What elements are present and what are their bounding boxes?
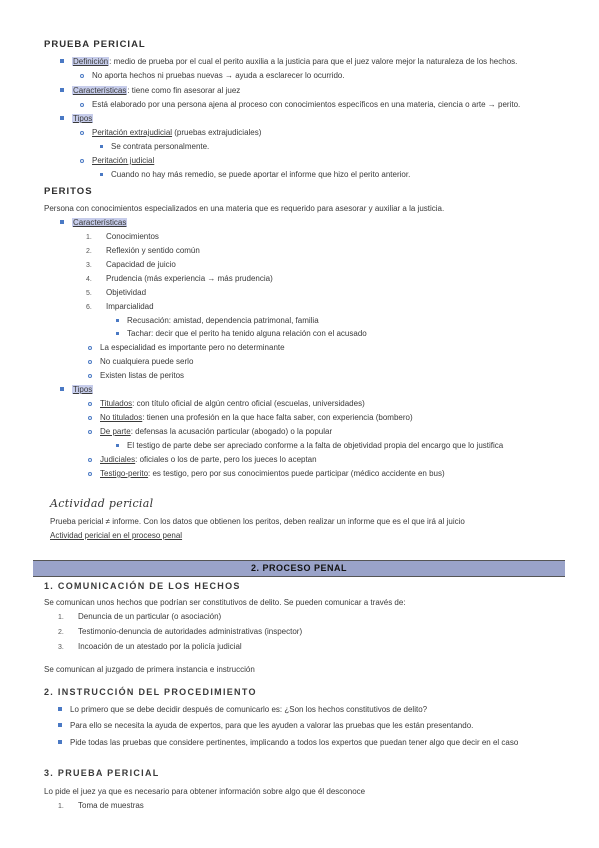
circle-bullet-icon bbox=[88, 346, 92, 350]
circle-bullet-icon bbox=[80, 131, 84, 135]
list-item bbox=[58, 737, 518, 748]
bullet-definicion bbox=[60, 56, 517, 67]
list-item bbox=[58, 800, 144, 812]
list-text: Para ello se necesita la ayuda de expertos, para que les ayuden a valorar las pruebas que les están presentando. bbox=[70, 721, 474, 730]
caracteristicas-text: : tiene como fin asesorar al juez bbox=[127, 86, 241, 95]
circle-bullet-icon bbox=[88, 402, 92, 406]
recusacion-text: Recusación: amistad, dependencia patrimonal, familia bbox=[127, 316, 319, 325]
list-number: 4. bbox=[86, 276, 92, 283]
circle-bullet-icon bbox=[88, 360, 92, 364]
list-item bbox=[88, 412, 413, 423]
sub-bullet-judicial bbox=[80, 155, 154, 166]
tipo-text: : es testigo, pero por sus conocimientos puede participar (médico accidente en bus) bbox=[148, 469, 445, 478]
section-title-prueba-pericial: PRUEBA PERICIAL bbox=[44, 39, 146, 50]
list-text: Toma de muestras bbox=[78, 801, 144, 810]
proceso-penal-banner bbox=[33, 560, 565, 577]
proceso-penal-title: 2. PROCESO PENAL bbox=[250, 563, 348, 573]
section-title-comunicacion: 1. COMUNICACIÓN DE LOS HECHOS bbox=[44, 581, 241, 591]
actividad-line-1: Prueba pericial ≠ informe. Con los datos que obtienen los peritos, deben realizar un informe que es el que irá al juicio bbox=[50, 517, 465, 526]
square-bullet-icon bbox=[60, 220, 64, 224]
list-text: Reflexión y sentido común bbox=[106, 246, 200, 255]
subsub-bullet-extrajudicial bbox=[100, 141, 209, 152]
caracteristicas-sub-text: Está elaborado por una persona ajena al proceso con conocimientos específicos en una materia, ciencia o arte → perito. bbox=[92, 100, 521, 109]
definicion-sub-text: No aporta hechos ni pruebas nuevas → ayuda a esclarecer lo ocurrido. bbox=[92, 71, 345, 80]
list-number: 3. bbox=[58, 644, 64, 651]
sub-bullet-caracteristicas bbox=[80, 99, 520, 110]
list-item bbox=[58, 720, 473, 731]
list-item bbox=[58, 611, 221, 623]
list-item bbox=[88, 370, 184, 381]
list-item bbox=[88, 468, 445, 479]
tipo-text: : tienen una profesión en la que hace falta saber, con experiencia (bombero) bbox=[142, 413, 413, 422]
list-number: 2. bbox=[58, 629, 64, 636]
circle-bullet-icon bbox=[80, 103, 84, 107]
list-number: 6. bbox=[86, 304, 92, 311]
list-text: Lo primero que se debe decidir después de comunicarlo es: ¿Son los hechos constitutivos de delito? bbox=[70, 705, 428, 714]
square-bullet-icon bbox=[60, 116, 64, 120]
tipos-label: Tipos bbox=[73, 114, 93, 123]
peritos-caracteristicas-label: Características bbox=[73, 218, 127, 227]
list-item bbox=[86, 301, 154, 313]
tipo-text: : oficiales o los de parte, pero los jueces lo aceptan bbox=[135, 455, 317, 464]
circle-bullet-icon bbox=[88, 416, 92, 420]
list-number: 1. bbox=[58, 614, 64, 621]
square-bullet-icon bbox=[58, 740, 62, 744]
square-bullet-icon bbox=[58, 723, 62, 727]
list-text: La especialidad es importante pero no determinante bbox=[100, 343, 285, 352]
list-item bbox=[88, 426, 332, 437]
subsub-bullet-recusacion bbox=[116, 315, 319, 326]
square-bullet-icon bbox=[60, 88, 64, 92]
list-text: Imparcialidad bbox=[106, 302, 154, 311]
bullet-caracteristicas bbox=[60, 85, 240, 96]
square-bullet-icon bbox=[58, 707, 62, 711]
square-bullet-icon bbox=[60, 59, 64, 63]
small-square-bullet-icon bbox=[100, 145, 103, 148]
caracteristicas-label: Características bbox=[73, 86, 127, 95]
subsub-bullet-judicial bbox=[100, 169, 410, 180]
list-item bbox=[58, 626, 302, 638]
subsub-bullet-tachar bbox=[116, 328, 367, 339]
judicial-label: Peritación judicial bbox=[92, 156, 155, 165]
circle-bullet-icon bbox=[88, 458, 92, 462]
list-item bbox=[58, 641, 242, 653]
list-number: 2. bbox=[86, 248, 92, 255]
section-title-instruccion: 2. INSTRUCCIÓN DEL PROCEDIMIENTO bbox=[44, 687, 257, 697]
list-number: 1. bbox=[58, 803, 64, 810]
peritos-tipos-label: Tipos bbox=[73, 385, 93, 394]
small-square-bullet-icon bbox=[116, 332, 119, 335]
tipo-text: : con título oficial de algún centro oficial (escuelas, universidades) bbox=[132, 399, 365, 408]
list-item bbox=[88, 398, 365, 409]
list-item bbox=[86, 231, 159, 243]
tipo-label: De parte bbox=[100, 427, 131, 436]
tipo-label: Titulados bbox=[100, 399, 133, 408]
circle-bullet-icon bbox=[88, 430, 92, 434]
tipo-label: Testigo-perito bbox=[100, 469, 149, 478]
circle-bullet-icon bbox=[88, 374, 92, 378]
tipo-label: No titulados bbox=[100, 413, 143, 422]
list-item bbox=[86, 245, 200, 257]
list-text: Conocimientos bbox=[106, 232, 159, 241]
small-square-bullet-icon bbox=[116, 444, 119, 447]
extrajudicial-sub-text: Se contrata personalmente. bbox=[111, 142, 210, 151]
list-number: 3. bbox=[86, 262, 92, 269]
list-text: Pide todas las pruebas que considere pertinentes, implicando a todos los expertos que puedan tener algo que decir en el caso bbox=[70, 738, 519, 747]
list-number: 5. bbox=[86, 290, 92, 297]
comunicacion-intro: Se comunican unos hechos que podrían ser constitutivos de delito. Se pueden comunicar a través de: bbox=[44, 598, 406, 607]
definicion-text: : medio de prueba por el cual el perito auxilia a la justicia para que el juez valore mejor la naturaleza de los hechos. bbox=[109, 57, 518, 66]
sub-bullet-definicion bbox=[80, 70, 345, 81]
definicion-label: Definición bbox=[73, 57, 109, 66]
bullet-tipos bbox=[60, 113, 93, 124]
circle-bullet-icon bbox=[80, 74, 84, 78]
actividad-link[interactable]: Actividad pericial en el proceso penal bbox=[50, 531, 183, 540]
list-text: Objetividad bbox=[106, 288, 147, 297]
circle-bullet-icon bbox=[88, 472, 92, 476]
list-item bbox=[86, 287, 146, 299]
list-text: Existen listas de peritos bbox=[100, 371, 185, 380]
list-text: Incoación de un atestado por la policía judicial bbox=[78, 642, 242, 651]
list-item bbox=[88, 454, 317, 465]
circle-bullet-icon bbox=[80, 159, 84, 163]
small-square-bullet-icon bbox=[116, 319, 119, 322]
list-text: Denuncia de un particular (o asociación) bbox=[78, 612, 222, 621]
list-item bbox=[86, 273, 273, 285]
square-bullet-icon bbox=[60, 387, 64, 391]
small-square-bullet-icon bbox=[100, 173, 103, 176]
bullet-peritos-caracteristicas bbox=[60, 217, 127, 228]
testigo-parte-text: El testigo de parte debe ser apreciado conforme a la falta de objetividad propia del encargo que lo justifica bbox=[127, 441, 504, 450]
list-item bbox=[88, 342, 285, 353]
judicial-sub-text: Cuando no hay más remedio, se puede aportar el informe que hizo el perito anterior. bbox=[111, 170, 411, 179]
comunicacion-outro: Se comunican al juzgado de primera instancia e instrucción bbox=[44, 665, 255, 674]
tipo-label: Judiciales bbox=[100, 455, 136, 464]
bullet-peritos-tipos bbox=[60, 384, 93, 395]
peritos-intro: Persona con conocimientos especializados en una materia que es requerido para asesorar y auxiliar a la justicia. bbox=[44, 204, 445, 213]
list-text: Testimonio-denuncia de autoridades administrativas (inspector) bbox=[78, 627, 303, 636]
tipo-text: : defensas la acusación particular (abogado) o la popular bbox=[130, 427, 333, 436]
list-text: No cualquiera puede serlo bbox=[100, 357, 194, 366]
list-number: 1. bbox=[86, 234, 92, 241]
list-text: Prudencia (más experiencia → más prudencia) bbox=[106, 274, 273, 283]
list-item bbox=[88, 356, 193, 367]
extrajudicial-label: Peritación extrajudicial bbox=[92, 128, 173, 137]
section-title-prueba-pericial-3: 3. PRUEBA PERICIAL bbox=[44, 768, 160, 778]
prueba-pericial-intro: Lo pide el juez ya que es necesario para obtener información sobre algo que él desconoce bbox=[44, 787, 366, 796]
tachar-text: Tachar: decir que el perito ha tenido alguna relación con el acusado bbox=[127, 329, 367, 338]
list-item bbox=[86, 259, 176, 271]
list-text: Capacidad de juicio bbox=[106, 260, 176, 269]
sub-bullet-extrajudicial bbox=[80, 127, 261, 138]
section-title-peritos: PERITOS bbox=[44, 186, 93, 197]
extrajudicial-text: (pruebas extrajudiciales) bbox=[172, 128, 262, 137]
subsub-bullet-testigo-parte bbox=[116, 440, 503, 451]
list-item bbox=[58, 704, 427, 715]
actividad-pericial-title: Actividad pericial bbox=[50, 497, 154, 510]
